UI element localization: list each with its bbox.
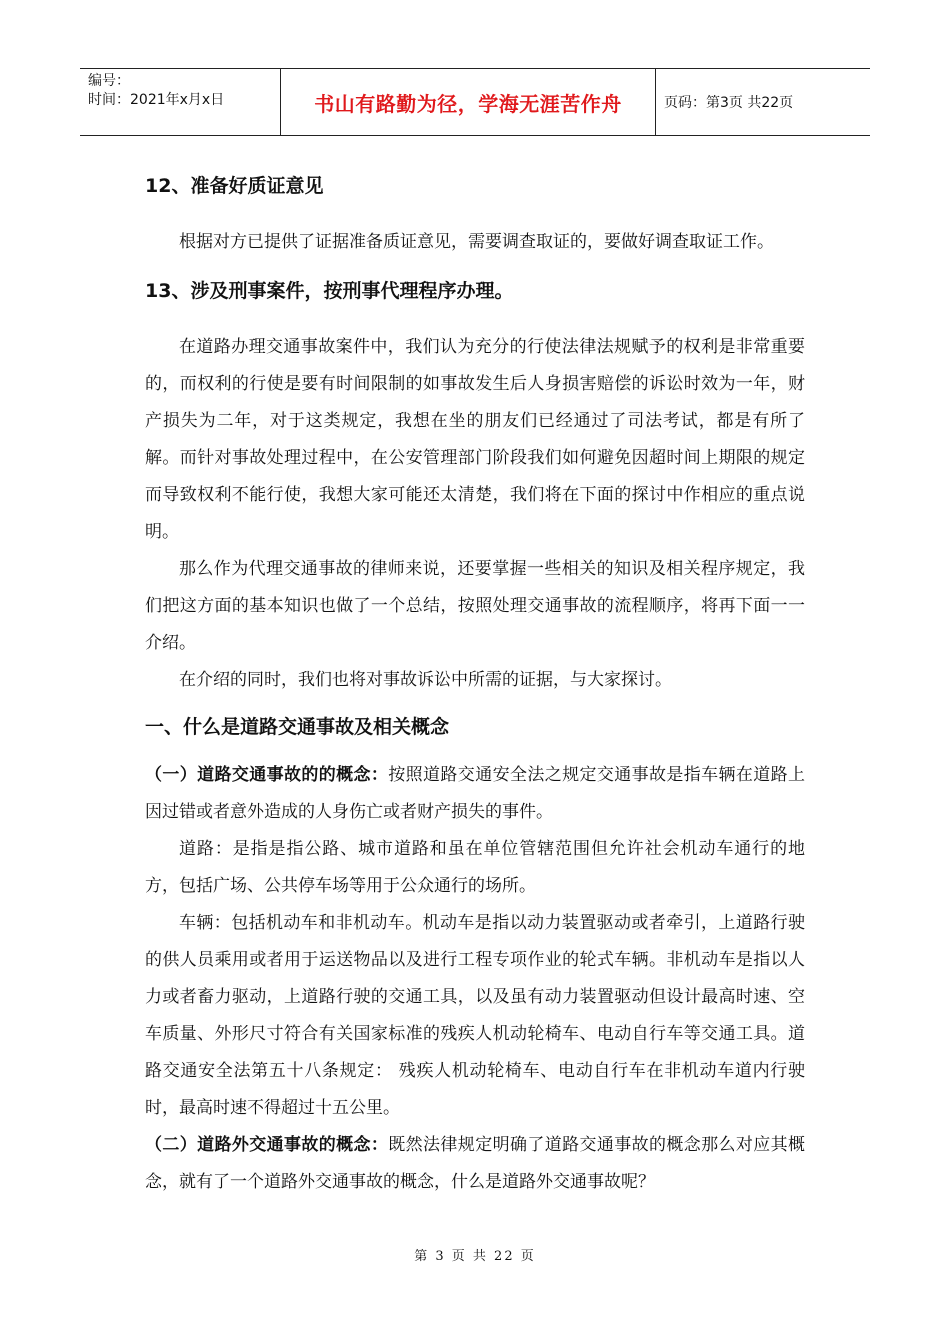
time-label: 时间：2021年x月x日 <box>88 92 225 108</box>
paragraph-vehicle: 车辆：包括机动车和非机动车。机动车是指以动力装置驱动或者牵引，上道路行驶的供人员乘用或者用于运送物品以及进行工程专项作业的轮式车辆。非机动车是指以人力或者畜力驱动，上道路行驶的交通工具，以及虽有动力装置驱动但设计最高时速、空车质量、外形尺寸符合有关国家标准的残疾人机动轮椅车、电动自行车等交通工具。道路交通安全法第五十八条规定： 残疾人机动轮椅车、电动自行车在非机动车道内行驶时，最高时速不得超过十五公里。 <box>145 913 805 1118</box>
paragraph-13c: 在介绍的同时，我们也将对事故诉讼中所需的证据，与大家探讨。 <box>179 670 672 690</box>
heading-section-1: 一、什么是道路交通事故及相关概念 <box>145 716 450 738</box>
paragraph-12: 根据对方已提供了证据准备质证意见，需要调查取证的，要做好调查取证工作。 <box>179 232 774 252</box>
heading-13: 13、涉及刑事案件，按刑事代理程序办理。 <box>145 280 514 302</box>
paragraph-concept-2 <box>145 1127 805 1201</box>
header-meta <box>80 69 280 135</box>
paragraph-13b: 那么作为代理交通事故的律师来说，还要掌握一些相关的知识及相关程序规定，我们把这方面的基本知识也做了一个总结，按照处理交通事故的流程顺序，将再下面一一介绍。 <box>145 559 805 653</box>
concept-2-lead: （二）道路外交通事故的概念： <box>145 1135 389 1155</box>
header-motto: 书山有路勤为径，学海无涯苦作舟 <box>280 69 656 135</box>
document-body <box>145 166 805 1201</box>
header-table <box>80 68 870 136</box>
paragraph-13a: 在道路办理交通事故案件中，我们认为充分的行使法律法规赋予的权利是非常重要的，而权利的行使是要有时间限制的如事故发生后人身损害赔偿的诉讼时效为一年，财产损失为二年，对于这类规定，我想在坐的朋友们已经通过了司法考试，都是有所了解。而针对事故处理过程中，在公安管理部门阶段我们如何避免因超时间上期限的规定而导致权利不能行使，我想大家可能还太清楚，我们将在下面的探讨中作相应的重点说明。 <box>145 337 805 542</box>
concept-2-text: 既然法律规定明确了道路交通事故的概念那么对应其概念，就有了一个道路外交通事故的概念，什么是道路外交通事故呢？ <box>145 1135 805 1192</box>
number-label: 编号： <box>88 73 130 89</box>
header-page-info: 页码：第3页 共22页 <box>664 95 794 111</box>
concept-1-lead: （一）道路交通事故的的概念： <box>145 765 389 785</box>
page-footer: 第 3 页 共 22 页 <box>414 1249 536 1264</box>
concept-1-text: 按照道路交通安全法之规定交通事故是指车辆在道路上因过错或者意外造成的人身伤亡或者财产损失的事件。 <box>145 765 805 822</box>
paragraph-concept-1 <box>145 757 805 831</box>
heading-12: 12、准备好质证意见 <box>145 175 324 197</box>
paragraph-road: 道路：是指是指公路、城市道路和虽在单位管辖范围但允许社会机动车通行的地方，包括广场、公共停车场等用于公众通行的场所。 <box>145 839 805 896</box>
